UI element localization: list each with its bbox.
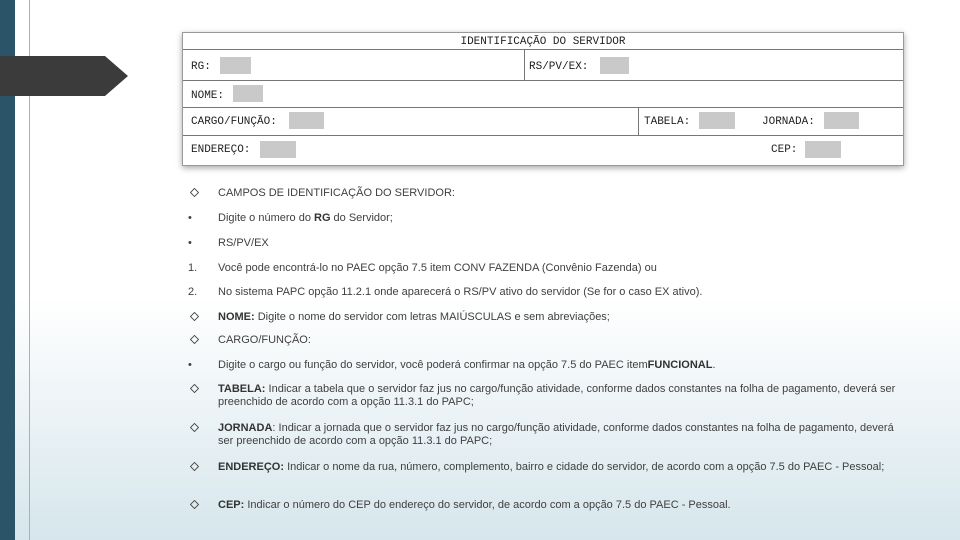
identification-form	[182, 32, 904, 166]
list-item	[188, 499, 908, 512]
item-text: CARGO/FUNÇÃO:	[218, 334, 311, 346]
bullet-marker: •	[188, 359, 192, 371]
item-text: Digite o número do	[218, 212, 314, 224]
diamond-bullet-icon	[188, 311, 218, 324]
form-divider	[183, 80, 903, 81]
item-text: .	[712, 359, 716, 371]
item-text: Indicar o número do CEP do endereço do servidor, de acordo com a opção 7.5 do PAEC - Pessoal.	[244, 499, 731, 511]
list-item	[188, 212, 908, 225]
nome-field[interactable]	[233, 85, 263, 102]
nome-label: NOME:	[191, 90, 225, 102]
cep-field[interactable]	[805, 141, 841, 158]
list-item	[188, 422, 908, 448]
item-text: Indicar o nome da rua, número, complemento, bairro e cidade do servidor, de acordo com a opção 7.5 do PAEC - Pessoal;	[284, 461, 885, 473]
item-bold: TABELA:	[218, 383, 266, 395]
item-bold: NOME:	[218, 311, 255, 323]
form-divider	[183, 49, 903, 50]
diamond-bullet-icon	[188, 383, 218, 409]
form-divider	[183, 135, 903, 136]
list-item	[188, 383, 908, 409]
rg-label: RG:	[191, 61, 211, 73]
form-title: IDENTIFICAÇÃO DO SERVIDOR	[460, 36, 626, 48]
list-item	[188, 237, 908, 250]
bullet-marker: 2.	[188, 286, 198, 298]
item-text: Indicar a tabela que o servidor faz jus no cargo/função atividade, conforme dados constantes na folha de pagamento, deverá ser preenchido de acordo com a opção 11.3.1 do PAPC;	[218, 383, 896, 408]
item-text: Digite o nome do servidor com letras MAIÚSCULAS e sem abreviações;	[254, 311, 610, 323]
diamond-bullet-icon	[188, 187, 218, 200]
list-item	[188, 359, 908, 372]
item-text: Você pode encontrá-lo no PAEC opção 7.5 item CONV FAZENDA (Convênio Fazenda) ou	[218, 262, 657, 274]
bullet-marker: •	[188, 237, 192, 249]
list-item	[188, 334, 908, 347]
list-item	[188, 187, 908, 200]
form-divider	[524, 50, 525, 80]
form-divider	[183, 107, 903, 108]
item-bold: FUNCIONAL	[647, 359, 713, 371]
item-text: CAMPOS DE IDENTIFICAÇÃO DO SERVIDOR:	[218, 187, 455, 199]
bullet-marker: •	[188, 212, 192, 224]
item-text: do Servidor;	[330, 212, 393, 224]
item-bold: JORNADA	[218, 422, 273, 434]
cep-label: CEP:	[771, 144, 798, 156]
item-text: : Indicar a jornada que o servidor faz jus no cargo/função atividade, conforme dados constantes na folha de pagamento, deverá ser preenchido de acordo com a opção 11.3.1 do PAPC;	[218, 422, 894, 447]
form-divider	[638, 107, 639, 135]
list-item	[188, 286, 908, 299]
item-bold: RG	[314, 212, 331, 224]
list-item	[188, 461, 908, 474]
endereco-label: ENDEREÇO:	[191, 144, 251, 156]
item-bold: CEP:	[218, 499, 245, 511]
list-item	[188, 311, 908, 324]
tabela-label: TABELA:	[644, 116, 691, 128]
bullet-marker: 1.	[188, 262, 198, 274]
diamond-bullet-icon	[188, 334, 218, 347]
list-item	[188, 262, 908, 275]
diamond-bullet-icon	[188, 461, 218, 474]
item-text: Digite o cargo ou função do servidor, você poderá confirmar na opção 7.5 do PAEC item	[218, 359, 648, 371]
endereco-field[interactable]	[260, 141, 296, 158]
diamond-bullet-icon	[188, 422, 218, 448]
rg-field[interactable]	[220, 57, 251, 74]
cargo-funcao-field[interactable]	[289, 112, 324, 129]
diamond-bullet-icon	[188, 499, 218, 512]
item-text: RS/PV/EX	[218, 237, 269, 249]
item-text: No sistema PAPC opção 11.2.1 onde aparecerá o RS/PV ativo do servidor (Se for o caso EX ativo).	[218, 286, 703, 298]
jornada-label: JORNADA:	[762, 116, 815, 128]
cargo-funcao-label: CARGO/FUNÇÃO:	[191, 116, 277, 128]
rs-pv-ex-field[interactable]	[600, 57, 629, 74]
rs-pv-ex-label: RS/PV/EX:	[529, 61, 589, 73]
tabela-field[interactable]	[699, 112, 735, 129]
pentagon-marker	[0, 56, 128, 96]
jornada-field[interactable]	[824, 112, 859, 129]
item-bold: ENDEREÇO:	[218, 461, 285, 473]
